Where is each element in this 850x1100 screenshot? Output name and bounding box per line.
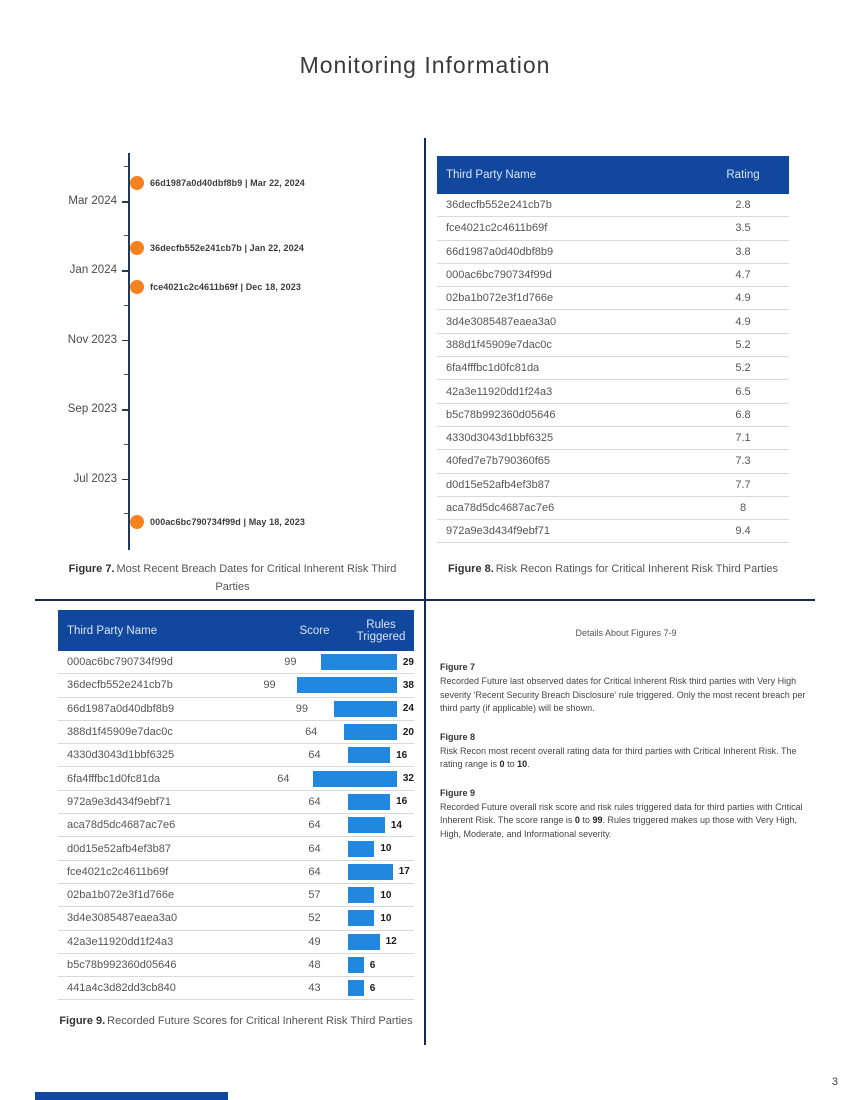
timeline-axis-label: Mar 2024 — [68, 195, 117, 207]
third-party-name: 972a9e3d434f9ebf71 — [446, 525, 550, 538]
third-party-name: 4330d3043d1bbf6325 — [446, 432, 554, 445]
table-row — [58, 954, 414, 977]
rules-bar-cell — [348, 814, 414, 836]
breach-point-label: 36decfb552e241cb7b | Jan 22, 2024 — [150, 243, 304, 253]
details-text-segment: . — [527, 759, 530, 769]
details-figure-text — [440, 745, 812, 772]
ratings-header-name: Third Party Name — [446, 169, 537, 181]
third-party-name: fce4021c2c4611b69f — [446, 222, 548, 235]
rules-triggered-bar — [348, 864, 393, 880]
rules-triggered-bar — [348, 794, 390, 810]
score-value: 64 — [308, 865, 321, 878]
rules-bar-cell — [348, 931, 414, 953]
timeline-minor-tick — [124, 235, 128, 236]
breach-point-label: 000ac6bc790734f99d | May 18, 2023 — [150, 517, 305, 527]
rules-triggered-bar — [313, 771, 397, 787]
rules-triggered-value: 12 — [385, 936, 397, 948]
breach-point-dot — [130, 241, 144, 255]
rules-triggered-bar — [348, 887, 374, 903]
score-value: 99 — [295, 702, 309, 715]
rules-triggered-bar — [348, 980, 364, 996]
table-row — [58, 674, 414, 697]
details-text-segment: . Rules triggered makes up those with Very High, High, Moderate, and Informational severity. — [440, 815, 798, 839]
rules-bar-cell — [348, 977, 414, 999]
rules-triggered-bar — [348, 934, 380, 950]
timeline-major-tick — [122, 479, 128, 481]
details-text-segment: to — [504, 759, 518, 769]
table-row — [437, 520, 789, 543]
details-figure-title: Figure 7 — [440, 662, 476, 672]
rules-bar-cell — [348, 861, 414, 883]
rules-triggered-value: 24 — [402, 703, 414, 715]
table-row — [437, 450, 789, 473]
rules-triggered-value: 6 — [369, 959, 376, 971]
timeline-axis-label: Jul 2023 — [73, 472, 117, 485]
rules-bar-cell — [348, 837, 414, 859]
rules-triggered-value: 16 — [396, 749, 408, 761]
details-figure-title: Figure 8 — [440, 731, 476, 742]
table-row — [437, 357, 789, 380]
rules-triggered-value: 32 — [402, 773, 414, 785]
rules-triggered-bar — [334, 701, 397, 717]
rules-bar-cell — [334, 698, 414, 720]
rules-bar-cell — [344, 721, 414, 743]
details-text-segment: Recorded Future last observed dates for Critical Inherent Risk third parties with Very High severity ‘Recent Security Breach Disclosure’ rule triggered. Only the most recent breach per third party (if applicable) will be shown. — [440, 676, 806, 713]
rules-triggered-bar — [348, 747, 390, 763]
rating-value: 2.8 — [735, 199, 751, 212]
table-row — [58, 767, 414, 790]
breach-point-label: 66d1987a0d40dbf8b9 | Mar 22, 2024 — [150, 178, 305, 188]
rules-triggered-bar — [348, 910, 374, 926]
third-party-name: aca78d5dc4687ac7e6 — [67, 819, 176, 832]
timeline-major-tick — [122, 340, 128, 342]
table-row — [58, 791, 414, 814]
table-row — [437, 194, 789, 217]
third-party-name: 000ac6bc790734f99d — [67, 656, 173, 669]
third-party-name: 36decfb552e241cb7b — [446, 199, 552, 212]
third-party-name: 972a9e3d434f9ebf71 — [67, 795, 171, 808]
rules-triggered-value: 38 — [402, 679, 414, 691]
score-value: 64 — [308, 819, 321, 832]
score-value: 43 — [308, 982, 321, 995]
breach-point-dot — [130, 280, 144, 294]
rating-value: 6.8 — [735, 408, 751, 421]
table-row — [437, 427, 789, 450]
scores-header-score: Score — [299, 624, 330, 637]
score-value: 49 — [308, 935, 321, 948]
rules-triggered-value: 29 — [402, 656, 414, 668]
rules-bar-cell — [313, 767, 414, 789]
rules-triggered-value: 6 — [369, 982, 376, 994]
breach-point-dot — [130, 515, 144, 529]
rating-value: 6.5 — [735, 385, 751, 398]
rules-bar-cell — [321, 651, 414, 673]
risk-recon-ratings-table — [437, 156, 789, 543]
timeline-minor-tick — [124, 513, 128, 514]
rules-bar-cell — [297, 674, 414, 696]
third-party-name: 6fa4fffbc1d0fc81da — [67, 772, 161, 785]
table-row — [437, 287, 789, 310]
third-party-name: 66d1987a0d40dbf8b9 — [446, 245, 554, 258]
details-panel — [440, 628, 812, 841]
figure8-caption-label: Figure 8. — [447, 563, 494, 575]
scores-table-header — [58, 610, 414, 651]
footer-accent-bar — [35, 1092, 228, 1100]
score-value: 64 — [308, 749, 321, 762]
third-party-name: 6fa4fffbc1d0fc81da — [446, 362, 540, 375]
details-heading: Details About Figures 7-9 — [575, 628, 677, 638]
rating-value: 7.3 — [735, 455, 751, 468]
table-row — [58, 814, 414, 837]
score-value: 64 — [308, 795, 321, 808]
details-text-segment: Risk Recon most recent overall rating data for third parties with Critical Inherent Risk. The rating range is — [440, 745, 797, 769]
score-value: 99 — [263, 679, 276, 692]
timeline-minor-tick — [124, 305, 128, 306]
figure9-caption — [58, 1012, 414, 1030]
table-row — [58, 698, 414, 721]
third-party-name: 36decfb552e241cb7b — [67, 679, 173, 692]
third-party-name: 02ba1b072e3f1d766e — [446, 292, 554, 305]
third-party-name: 3d4e3085487eaea3a0 — [446, 315, 557, 328]
details-text-segment: Recorded Future overall risk score and risk rules triggered data for third parties with Critical Inherent Risk. The score range is — [440, 801, 803, 825]
rating-value: 7.7 — [735, 478, 751, 491]
timeline-axis-label: Nov 2023 — [67, 333, 117, 346]
score-value: 52 — [308, 912, 321, 925]
timeline-major-tick — [122, 201, 128, 203]
details-figure-title: Figure 9 — [440, 787, 476, 798]
table-row — [58, 861, 414, 884]
vertical-divider — [424, 138, 426, 1045]
figure9-caption-text: Recorded Future Scores for Critical Inherent Risk Third Parties — [107, 1015, 413, 1027]
rating-value: 4.9 — [735, 315, 751, 328]
rules-triggered-value: 10 — [380, 912, 392, 924]
third-party-name: b5c78b992360d05646 — [446, 408, 556, 421]
rules-bar-cell — [348, 954, 414, 976]
details-figure-text — [440, 801, 812, 842]
rules-triggered-bar — [348, 841, 374, 857]
figure7-caption — [65, 560, 400, 596]
rules-bar-cell — [348, 884, 414, 906]
third-party-name: 4330d3043d1bbf6325 — [67, 749, 175, 762]
score-value: 64 — [277, 772, 290, 785]
scores-header-name: Third Party Name — [67, 624, 158, 637]
breach-timeline-chart — [65, 145, 425, 550]
rules-triggered-value: 17 — [398, 866, 410, 878]
table-row — [58, 651, 414, 674]
table-row — [58, 837, 414, 860]
rules-triggered-bar — [348, 817, 385, 833]
page-number: 3 — [831, 1076, 838, 1088]
scores-table-body — [58, 651, 414, 1000]
rules-bar-cell — [348, 907, 414, 929]
figure7-caption-label: Figure 7. — [68, 563, 115, 575]
scores-header-rules: Rules Triggered — [356, 618, 406, 643]
third-party-name: 388d1f45909e7dac0c — [67, 726, 173, 739]
third-party-name: 3d4e3085487eaea3a0 — [67, 912, 178, 925]
third-party-name: b5c78b992360d05646 — [67, 959, 177, 971]
timeline-minor-tick — [124, 166, 128, 167]
rules-triggered-bar — [297, 677, 397, 693]
details-figure-text — [440, 675, 812, 716]
rating-value: 3.5 — [735, 222, 751, 235]
third-party-name: 388d1f45909e7dac0c — [446, 338, 552, 351]
table-row — [58, 977, 414, 1000]
table-row — [58, 884, 414, 907]
table-row — [437, 334, 789, 357]
figure9-caption-label: Figure 9. — [59, 1015, 106, 1027]
rating-value: 9.4 — [735, 525, 751, 538]
third-party-name: 42a3e11920dd1f24a3 — [446, 385, 553, 398]
third-party-name: d0d15e52afb4ef3b87 — [446, 478, 550, 491]
details-text-segment: 0 — [574, 815, 580, 825]
third-party-name: 000ac6bc790734f99d — [446, 269, 552, 282]
details-text-segment: 99 — [592, 815, 603, 825]
details-text-segment: 0 — [499, 759, 505, 769]
score-value: 64 — [305, 726, 318, 739]
timeline-minor-tick — [124, 444, 128, 445]
timeline-axis-label: Sep 2023 — [67, 403, 117, 416]
ratings-table-body — [437, 194, 789, 543]
table-row — [437, 217, 789, 240]
third-party-name: 40fed7e7b790360f65 — [446, 455, 550, 468]
rules-triggered-value: 10 — [380, 843, 392, 855]
third-party-name: 66d1987a0d40dbf8b9 — [67, 702, 175, 715]
rules-triggered-value: 10 — [380, 889, 392, 901]
rating-value: 8 — [739, 502, 747, 514]
table-row — [58, 931, 414, 954]
table-row — [437, 310, 789, 333]
table-row — [58, 907, 414, 930]
rules-bar-cell — [348, 744, 414, 766]
rating-value: 4.7 — [735, 269, 751, 282]
rules-triggered-value: 16 — [396, 796, 408, 808]
rating-value: 5.2 — [735, 338, 751, 351]
score-value: 64 — [308, 842, 321, 855]
rules-triggered-bar — [321, 654, 397, 670]
table-row — [437, 497, 789, 520]
details-text-segment: to — [579, 815, 593, 825]
ratings-table-header — [437, 156, 789, 194]
score-value: 57 — [308, 889, 321, 902]
details-text-segment: 10 — [517, 759, 528, 769]
timeline-major-tick — [122, 270, 128, 272]
timeline-minor-tick — [124, 374, 128, 375]
third-party-name: d0d15e52afb4ef3b87 — [67, 842, 171, 855]
timeline-axis-label: Jan 2024 — [69, 264, 117, 277]
timeline-axis — [128, 153, 130, 550]
third-party-name: 42a3e11920dd1f24a3 — [67, 935, 174, 948]
table-row — [437, 380, 789, 403]
table-row — [437, 474, 789, 497]
ratings-header-rating: Rating — [726, 169, 760, 181]
details-sections — [440, 662, 812, 841]
rules-triggered-bar — [344, 724, 397, 740]
rules-bar-cell — [348, 791, 414, 813]
table-row — [58, 744, 414, 767]
table-row — [437, 404, 789, 427]
table-row — [58, 721, 414, 744]
table-row — [437, 264, 789, 287]
rating-value: 5.2 — [735, 362, 751, 375]
recorded-future-scores-table — [58, 610, 414, 1000]
timeline-major-tick — [122, 409, 128, 411]
rules-triggered-value: 14 — [390, 819, 402, 831]
breach-point-label: fce4021c2c4611b69f | Dec 18, 2023 — [150, 282, 301, 292]
third-party-name: 02ba1b072e3f1d766e — [67, 889, 175, 902]
breach-point-dot — [130, 176, 144, 190]
third-party-name: fce4021c2c4611b69f — [67, 865, 169, 878]
rating-value: 7.1 — [735, 432, 751, 445]
third-party-name: aca78d5dc4687ac7e6 — [446, 502, 555, 514]
figure7-caption-text: Most Recent Breach Dates for Critical Inherent Risk Third Parties — [116, 563, 397, 594]
rules-triggered-value: 20 — [402, 726, 414, 738]
figure8-caption-text: Risk Recon Ratings for Critical Inherent Risk Third Parties — [495, 563, 779, 575]
page-title: Monitoring Information — [299, 52, 551, 78]
rating-value: 3.8 — [735, 245, 751, 258]
table-row — [437, 241, 789, 264]
rating-value: 4.9 — [735, 292, 751, 305]
rules-triggered-bar — [348, 957, 364, 973]
score-value: 99 — [284, 656, 297, 669]
third-party-name: 441a4c3d82dd3cb840 — [67, 982, 176, 995]
figure8-caption — [437, 560, 789, 578]
score-value: 48 — [308, 959, 321, 971]
